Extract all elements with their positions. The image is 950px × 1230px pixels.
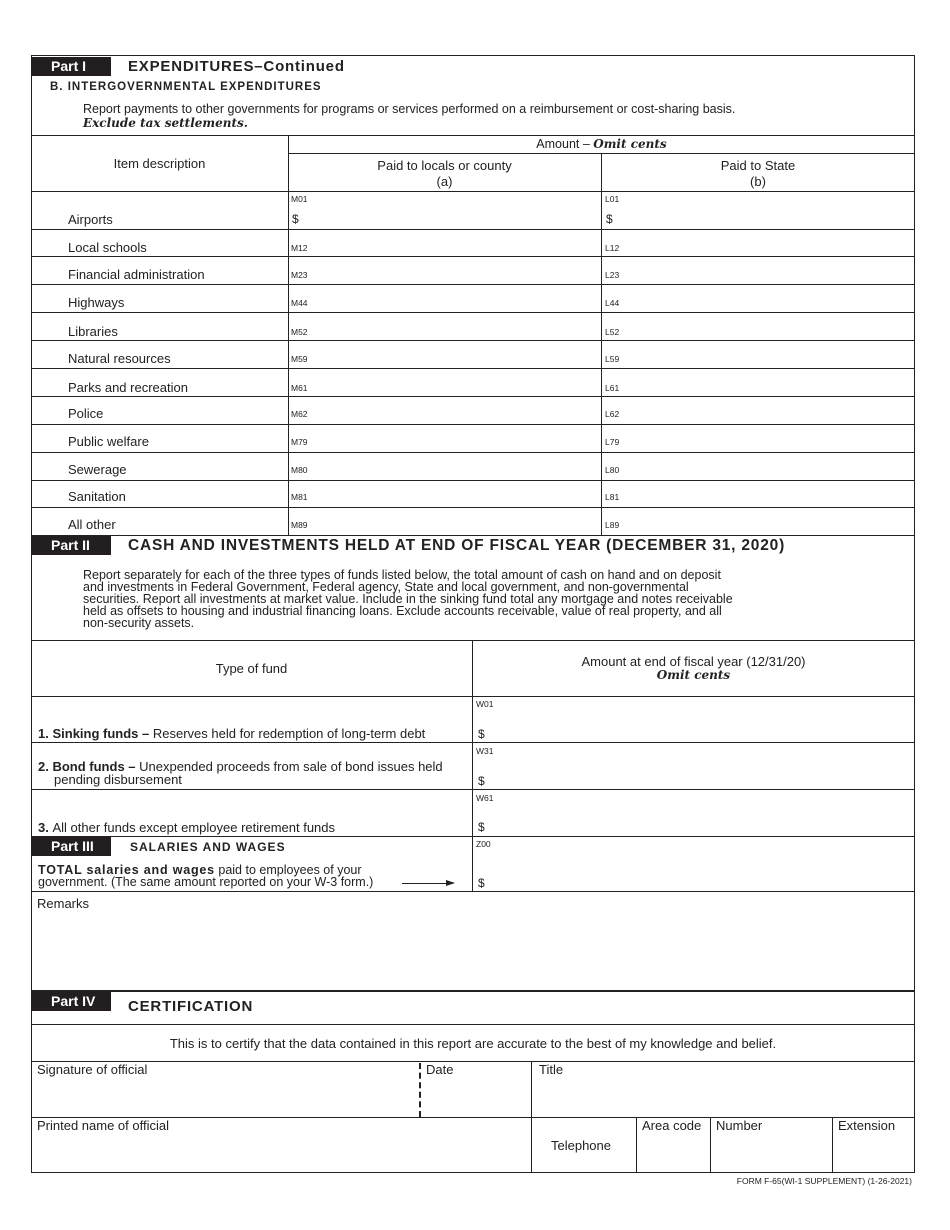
row-label-sewerage: Sewerage [68, 462, 127, 477]
input-sanitation-state[interactable] [624, 482, 912, 506]
title-label: Title [539, 1062, 564, 1077]
fund-1-code: W01 [476, 699, 494, 709]
input-public-welfare-locals[interactable] [310, 426, 598, 450]
row-code-b: L12 [605, 243, 620, 253]
part2-tag: Part II [31, 536, 111, 555]
input-sinking-funds[interactable] [490, 700, 910, 740]
input-bond-funds[interactable] [490, 746, 910, 786]
input-financial-administration-locals[interactable] [310, 258, 598, 282]
remarks-label: Remarks [37, 896, 90, 911]
dollar-sign: $ [478, 727, 485, 741]
input-natural-resources-state[interactable] [624, 342, 912, 366]
amount-header [288, 137, 915, 151]
row-code-a: M59 [291, 354, 308, 364]
col-a-header: Paid to locals or county [377, 158, 512, 173]
phone-number-field[interactable] [713, 1134, 829, 1170]
row-code-b: L59 [605, 354, 620, 364]
row-code-b: L61 [605, 383, 620, 393]
input-sewerage-locals[interactable] [310, 454, 598, 478]
dollar-sign: $ [606, 212, 613, 226]
dollar-sign: $ [478, 876, 485, 890]
row-code-b: L79 [605, 437, 620, 447]
input-sewerage-state[interactable] [624, 454, 912, 478]
row-label-public-welfare: Public welfare [68, 434, 149, 449]
row-code-a: M12 [291, 243, 308, 253]
remarks-textarea[interactable] [33, 912, 913, 987]
fund-3-code: W61 [476, 793, 494, 803]
part4-title: CERTIFICATION [128, 998, 254, 1015]
printed-name-label: Printed name of official [37, 1118, 169, 1133]
part1-section-title: B. INTERGOVERNMENTAL EXPENDITURES [50, 81, 322, 93]
col-amount-emphasis: Omit cents [656, 668, 731, 682]
row-code-b: L01 [605, 194, 620, 204]
input-highways-locals[interactable] [310, 286, 598, 310]
input-financial-administration-state[interactable] [624, 258, 912, 282]
fund-1-number: 1. [38, 726, 53, 741]
row-label-police: Police [68, 406, 104, 421]
amount-header-emphasis: Omit cents [593, 137, 667, 151]
area-code-field[interactable] [639, 1134, 707, 1170]
row-label-all-other: All other [68, 517, 116, 532]
row-code-a: M89 [291, 520, 308, 530]
input-all-other-funds[interactable] [490, 793, 910, 833]
row-label-sanitation: Sanitation [68, 489, 126, 504]
input-natural-resources-locals[interactable] [310, 342, 598, 366]
date-label: Date [426, 1062, 454, 1077]
row-code-b: L44 [605, 298, 620, 308]
date-field[interactable] [424, 1078, 528, 1114]
title-field[interactable] [536, 1078, 910, 1114]
part2-instructions-line1: Report separately for each of the three types of funds listed below, the total amount of cash on hand and on deposit [83, 568, 721, 582]
part2-instructions-line3: securities. Report all investments at market value. Include in the sinking fund total any mortgage and notes receivable [83, 592, 733, 606]
input-parks-and-recreation-locals[interactable] [310, 370, 598, 394]
part1-instructions: Report payments to other governments for programs or services performed on a reimbursement or cost-sharing basis. [83, 102, 736, 116]
dollar-sign: $ [292, 212, 299, 226]
row-code-b: L89 [605, 520, 620, 530]
input-airports-locals[interactable] [300, 194, 596, 228]
fund-2-code: W31 [476, 746, 494, 756]
arrow-right-icon [402, 883, 453, 884]
input-libraries-state[interactable] [624, 314, 912, 338]
row-label-libraries: Libraries [68, 324, 118, 339]
printed-name-field[interactable] [34, 1134, 528, 1170]
extension-field[interactable] [835, 1134, 911, 1170]
col-b-header: Paid to State [720, 158, 796, 173]
part1-title: EXPENDITURES–Continued [128, 58, 345, 75]
row-code-a: M61 [291, 383, 308, 393]
row-code-a: M79 [291, 437, 308, 447]
part3-total-text: paid to employees of your [214, 863, 362, 877]
signature-label: Signature of official [37, 1062, 148, 1077]
part2-instructions-line4: held as offsets to housing and industrial financing loans. Exclude accounts receivable, value of real property, and all [83, 604, 722, 618]
fund-3-description: All other funds except employee retirement funds [52, 820, 336, 835]
fund-2-number: 2. [38, 759, 53, 774]
dollar-sign: $ [478, 820, 485, 834]
fund-3-number: 3. [38, 820, 53, 835]
input-parks-and-recreation-state[interactable] [624, 370, 912, 394]
date-divider [419, 1063, 421, 1117]
row-label-parks-and-recreation: Parks and recreation [68, 380, 188, 395]
col-a-letter: (a) [436, 174, 453, 189]
input-all-other-locals[interactable] [310, 509, 598, 533]
input-libraries-locals[interactable] [310, 314, 598, 338]
input-sanitation-locals[interactable] [310, 482, 598, 506]
input-total-salaries-wages[interactable] [490, 840, 910, 888]
row-code-a: M44 [291, 298, 308, 308]
number-label: Number [716, 1118, 763, 1133]
part4-tag: Part IV [31, 992, 111, 1011]
part2-title: CASH AND INVESTMENTS HELD AT END OF FISCAL YEAR (DECEMBER 31, 2020) [128, 537, 786, 554]
row-code-b: L23 [605, 270, 620, 280]
fund-2-name: Bond funds – [52, 759, 136, 774]
fund-1-name: Sinking funds – [52, 726, 150, 741]
input-highways-state[interactable] [624, 286, 912, 310]
part3-tag: Part III [31, 837, 111, 856]
telephone-label: Telephone [551, 1138, 611, 1153]
signature-field[interactable] [34, 1078, 416, 1114]
col-b-letter: (b) [750, 174, 766, 189]
certification-statement: This is to certify that the data contained in this report are accurate to the best of my knowledge and belief. [169, 1036, 777, 1051]
fund-2-description-cont: pending disbursement [54, 772, 182, 787]
input-all-other-state[interactable] [624, 509, 912, 533]
part2-instructions-line2: and investments in Federal Government, Federal agency, State and local government, and non-governmental [83, 580, 689, 594]
row-label-natural-resources: Natural resources [68, 351, 171, 366]
input-police-locals[interactable] [310, 398, 598, 422]
row-label-highways: Highways [68, 295, 125, 310]
area-code-label: Area code [642, 1118, 702, 1133]
part2-instructions-line5: non-security assets. [83, 616, 195, 630]
row-label-financial-administration: Financial administration [68, 267, 205, 282]
dollar-sign: $ [478, 774, 485, 788]
part1-instructions-emphasis: Exclude tax settlements. [83, 116, 248, 130]
row-code-b: L52 [605, 327, 620, 337]
input-police-state[interactable] [624, 398, 912, 422]
row-code-b: L62 [605, 409, 620, 419]
input-local-schools-locals[interactable] [310, 231, 598, 255]
input-airports-state[interactable] [614, 194, 910, 228]
part1-tag: Part I [31, 57, 111, 76]
row-label-local-schools: Local schools [68, 240, 147, 255]
fund-1-label [38, 726, 425, 741]
part3-title: SALARIES AND WAGES [130, 840, 286, 854]
part3-total-line2: government. (The same amount reported on your W-3 form.) [38, 875, 374, 889]
row-code-a: M80 [291, 465, 308, 475]
col-item-description: Item description [113, 156, 206, 171]
row-label-airports: Airports [68, 212, 113, 227]
col-amount-end-fiscal-year: Amount at end of fiscal year (12/31/20) [581, 654, 806, 669]
row-code-b: L81 [605, 492, 620, 502]
form-footer: FORM F-65(WI-1 SUPPLEMENT) (1-26-2021) [736, 1176, 912, 1186]
amount-header-text: Amount – [536, 137, 594, 151]
fund-3-label [38, 820, 335, 835]
input-local-schools-state[interactable] [624, 231, 912, 255]
row-code-b: L80 [605, 465, 620, 475]
fund-2-description: Unexpended proceeds from sale of bond issues held [135, 759, 443, 774]
extension-label: Extension [838, 1118, 896, 1133]
part3-total-bold: TOTAL salaries and wages [38, 863, 215, 877]
input-public-welfare-state[interactable] [624, 426, 912, 450]
part3-code: Z00 [476, 839, 491, 849]
col-type-of-fund: Type of fund [215, 661, 288, 676]
row-code-a: M52 [291, 327, 308, 337]
row-code-a: M81 [291, 492, 308, 502]
row-code-a: M23 [291, 270, 308, 280]
row-code-a: M01 [291, 194, 308, 204]
row-code-a: M62 [291, 409, 308, 419]
fund-1-description: Reserves held for redemption of long-term debt [149, 726, 426, 741]
